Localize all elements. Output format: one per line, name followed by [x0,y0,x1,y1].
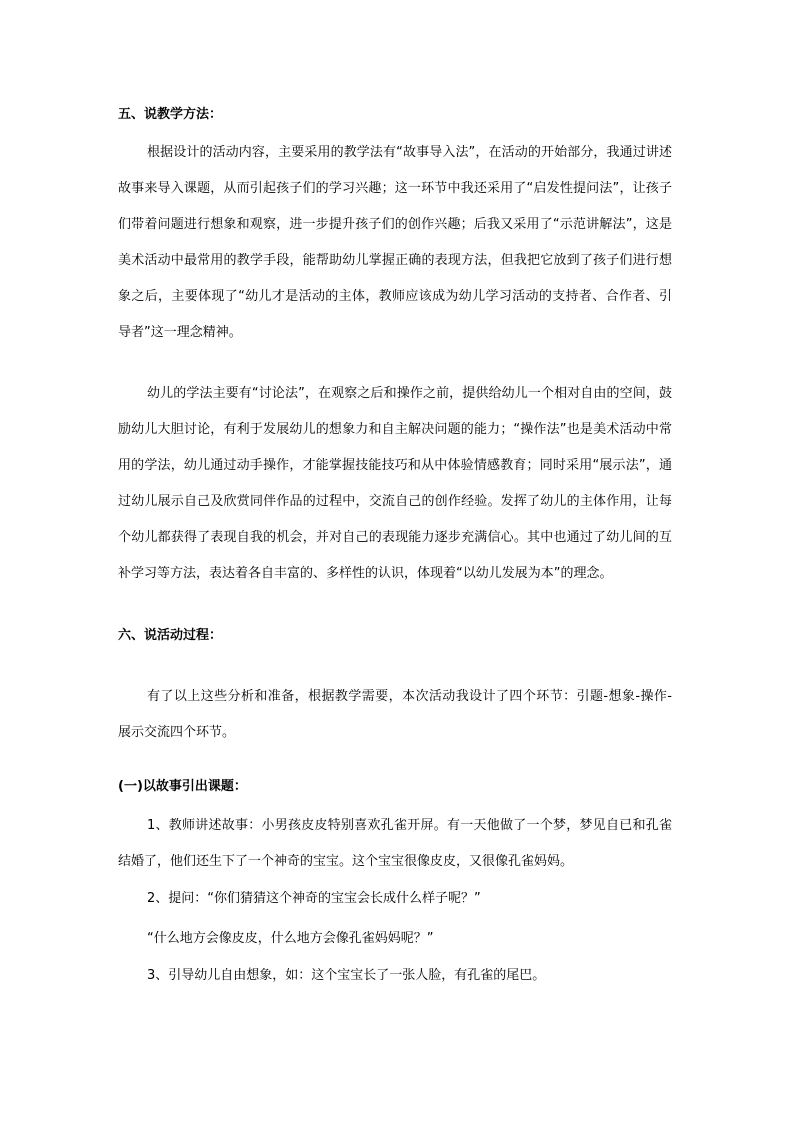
paragraph-line: 个幼儿都获得了表现自我的机会，并对自己的表现能力逐步充满信心。其中也通过了幼儿间的互 [118,530,672,545]
paragraph-line: 有了以上这些分析和准备，根据教学需要，本次活动我设计了四个环节：引题-想象-操作- [147,689,672,704]
paragraph-line: 励幼儿大胆讨论，有利于发展幼儿的想象力和自主解决问题的能力；“操作法”也是美术活动中常 [118,422,672,437]
paragraph-line: 美术活动中最常用的教学手段，能帮助幼儿掌握正确的表现方法，但我把它放到了孩子们进行想 [118,253,672,268]
subsection-heading: (一)以故事引出课题： [118,779,247,794]
paragraph-line: 们带着问题进行想象和观察，进一步提升孩子们的创作兴趣；后我又采用了“示范讲解法”，这是 [118,217,672,232]
section-5-heading: 五、说教学方法： [118,107,223,122]
paragraph-line: 幼儿的学法主要有“讨论法”，在观察之后和操作之前，提供给幼儿一个相对自由的空间，鼓 [147,386,672,401]
list-item-line: “什么地方会像皮皮，什么地方会像孔雀妈妈呢？” [147,931,434,946]
list-item-line: 结婚了，他们还生下了一个神奇的宝宝。这个宝宝很像皮皮，又很像孔雀妈妈。 [118,854,574,869]
paragraph-line: 象之后，主要体现了“幼儿才是活动的主体，教师应该成为幼儿学习活动的支持者、合作者、引 [118,289,672,304]
section-6-heading: 六、说活动过程： [118,628,223,643]
paragraph-line: 根据设计的活动内容，主要采用的教学法有“故事导入法”，在活动的开始部分，我通过讲述 [147,145,672,160]
paragraph-line: 过幼儿展示自己及欣赏同伴作品的过程中，交流自己的创作经验。发挥了幼儿的主体作用，让每 [118,494,672,509]
paragraph-line: 导者”这一理念精神。 [118,325,242,340]
paragraph-line: 用的学法，幼儿通过动手操作，才能掌握技能技巧和从中体验情感教育；同时采用“展示法”，通 [118,458,672,473]
paragraph-line: 故事来导入课题，从而引起孩子们的学习兴趣；这一环节中我还采用了“启发性提问法”，让孩子 [118,181,672,196]
list-item-line: 2、提问：“你们猜猜这个神奇的宝宝会长成什么样子呢？” [147,891,481,906]
paragraph-line: 补学习等方法，表达着各自丰富的、多样性的认识，体现着“以幼儿发展为本”的理念。 [118,566,613,581]
list-item-line: 1、教师讲述故事：小男孩皮皮特别喜欢孔雀开屏。有一天他做了一个梦，梦见自已和孔雀 [147,818,672,833]
list-item-line: 3、引导幼儿自由想象，如：这个宝宝长了一张人脸，有孔雀的尾巴。 [147,968,546,983]
paragraph-line: 展示交流四个环节。 [118,725,236,740]
